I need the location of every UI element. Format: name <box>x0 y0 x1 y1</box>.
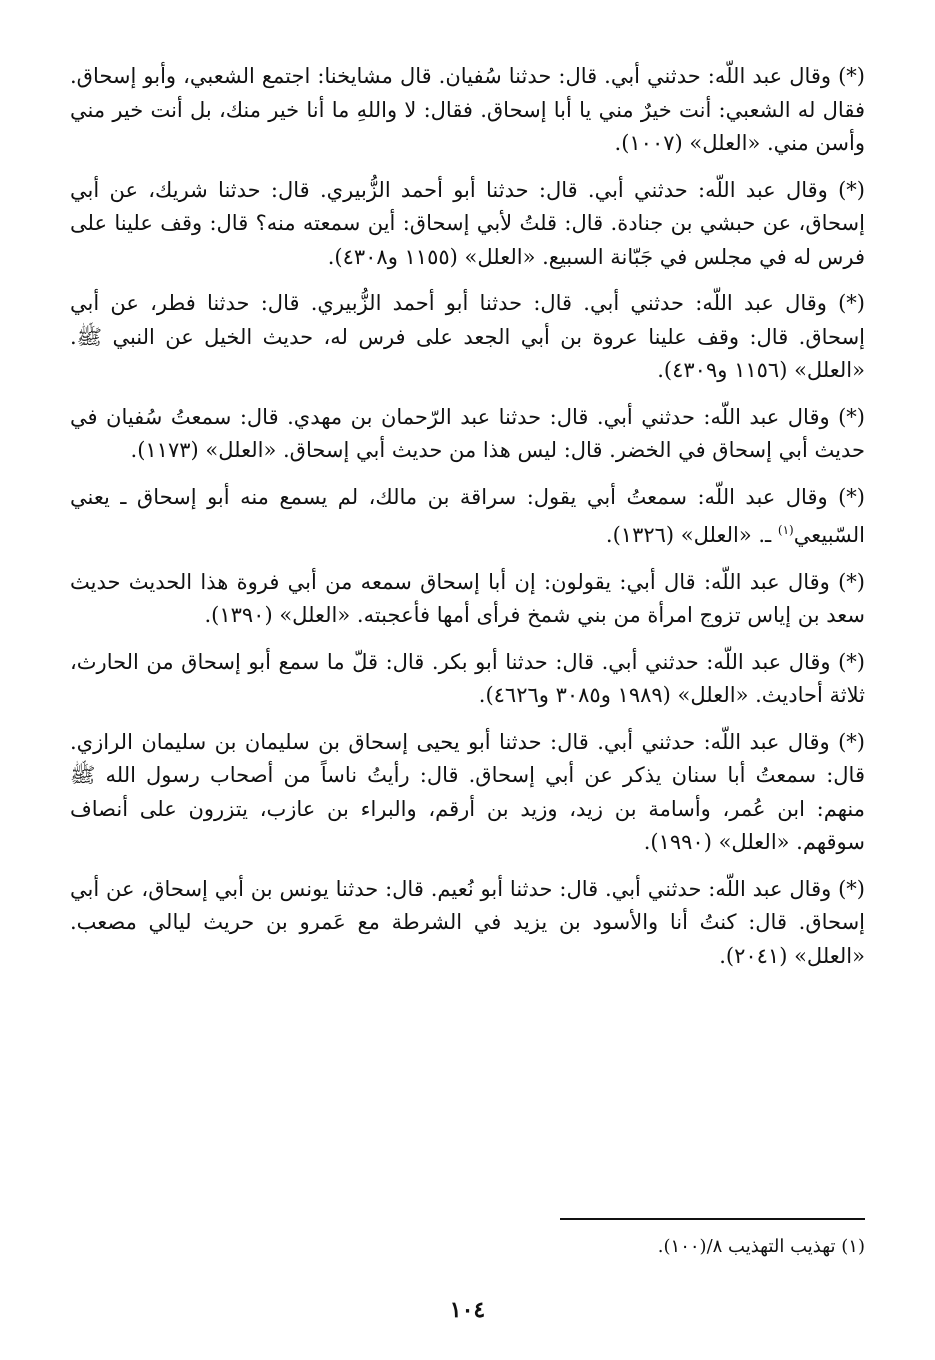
footnote-divider <box>560 1218 865 1220</box>
footnote-reference[interactable]: (١) <box>777 523 794 537</box>
paragraph-9: (*) وقال عبد اللّه: حدثني أبي. قال: حدثنا أبو نُعيم. قال: حدثنا يونس بن أبي إسحاق، عن أبي إسحاق. قال: كنتُ أنا والأسود بن يزيد في الشرطة مع عَمرو بن حريث ليالي مصعب. «العلل» (٢٠٤١). <box>70 876 865 968</box>
paragraph-6: (*) وقال عبد اللّه: قال أبي: يقولون: إن أبا إسحاق سمعه من أبي فروة هذا الحديث حديث سعد بن إياس تزوج امرأة من بني شمخ فرأى أمها فأعجبته. «العلل» (١٣٩٠). <box>70 569 865 627</box>
paragraph-3: (*) وقال عبد اللّه: حدثني أبي. قال: حدثنا أبو أحمد الزُّبيري. قال: حدثنا فطر، عن أبي إسحاق. قال: وقف علينا عروة بن أبي الجعد على فرس له، حديث الخيل عن النبي ﷺ. «العلل» (١١٥٦ و٤٣٠٩). <box>70 291 865 382</box>
paragraph-5-text: (*) وقال عبد اللّه: سمعتُ أبي يقول: سراقة بن مالك، لم يسمع منه أبو إسحاق ـ يعني السّبيعي <box>70 484 865 547</box>
paragraph-7: (*) وقال عبد اللّه: حدثني أبي. قال: حدثنا أبو بكر. قال: قلّ ما سمع أبو إسحاق من الحارث، ثلاثة أحاديث. «العلل» (١٩٨٩ و٣٠٨٥ و٤٦٢٦). <box>70 649 865 707</box>
paragraph-2: (*) وقال عبد اللّه: حدثني أبي. قال: حدثنا أبو أحمد الزُّبيري. قال: حدثنا شريك، عن أبي إسحاق، عن حبشي بن جنادة. قال: قلتُ لأبي إسحاق: أين سمعته منه؟ قال: وقف علينا على فرس له في مجلس في جَبّانة السبيع. «العلل» (١١٥٥ و٤٣٠٨). <box>70 177 865 269</box>
paragraph-1: (*) وقال عبد اللّه: حدثني أبي. قال: حدثنا سُفيان. قال مشايخنا: اجتمع الشعبي، وأبو إسحاق. فقال له الشعبي: أنت خيرٌ مني يا أبا إسحاق. فقال: لا واللهِ ما أنا خير منك، بل أنت خير مني وأسن مني. «العلل» (١٠٠٧). <box>70 64 865 155</box>
footnote: (١) تهذيب التهذيب ٨/(١٠٠). <box>657 1236 865 1257</box>
paragraph-4: (*) وقال عبد اللّه: حدثني أبي. قال: حدثنا عبد الرّحمان بن مهدي. قال: سمعتُ سُفيان في حديث أبي إسحاق في الخضر. قال: ليس هذا من حديث أبي إسحاق. «العلل» (١١٧٣). <box>70 404 865 462</box>
page-number: ١٠٤ <box>449 1297 486 1323</box>
page-body <box>70 60 865 986</box>
paragraph-5 <box>70 481 865 553</box>
paragraph-8: (*) وقال عبد اللّه: حدثني أبي. قال: حدثنا أبو يحيى إسحاق بن سليمان بن سليمان الرازي. قال: سمعتُ أبا سنان يذكر عن أبي إسحاق. قال: رأيتُ ناساً من أصحاب رسول الله ﷺ منهم: ابن عُمر، وأسامة بن زيد، وزيد بن أرقم، والبراء بن عازب، يتزرون على أنصاف سوقهم. «العلل» (١٩٩٠). <box>70 729 865 854</box>
paragraph-5-tail: ـ. «العلل» (١٣٢٦). <box>605 523 778 547</box>
